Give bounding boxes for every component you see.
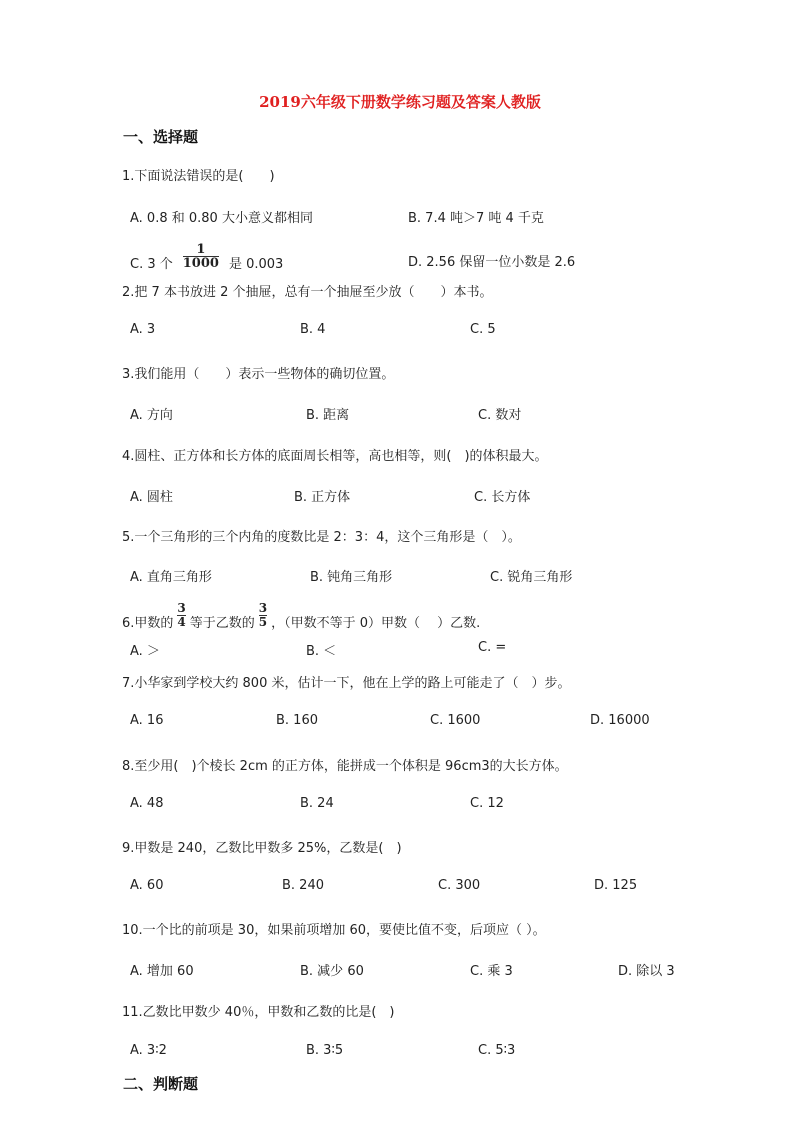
option-5c: C. 锐角三角形	[490, 570, 573, 585]
option-1b: B. 7.4 吨＞7 吨 4 千克	[408, 211, 544, 226]
option-4a: A. 圆柱	[130, 490, 173, 505]
option-4b: B. 正方体	[294, 490, 351, 505]
option-3a: A. 方向	[130, 408, 173, 423]
question-5: 5.一个三角形的三个内角的度数比是 2：3：4，这个三角形是（ ）。	[122, 530, 521, 545]
question-1: 1.下面说法错误的是( )	[122, 169, 275, 184]
option-9b: B. 240	[282, 878, 324, 893]
question-10: 10.一个比的前项是 30，如果前项增加 60，要使比值不变，后项应（ ）。	[122, 923, 546, 938]
document-title: 2019六年级下册数学练习题及答案人教版	[259, 93, 541, 111]
fraction-3-over-5	[259, 602, 267, 629]
option-7d: D. 16000	[590, 713, 650, 728]
question-7: 7.小华家到学校大约 800 米，估计一下，他在上学的路上可能走了（ ）步。	[122, 676, 571, 691]
option-8a: A. 48	[130, 796, 164, 811]
option-1c-label: C. 3 个	[130, 257, 173, 272]
question-6-part-a: 6.甲数的	[122, 616, 174, 631]
option-6c: C. =	[478, 640, 507, 655]
option-8c: C. 12	[470, 796, 504, 811]
question-4: 4.圆柱、正方体和长方体的底面周长相等，高也相等，则( )的体积最大。	[122, 449, 548, 464]
question-5-options	[130, 566, 690, 584]
section-heading-judgment: 二、判断题	[123, 1075, 199, 1093]
option-6b: B. ＜	[306, 644, 337, 659]
fraction-numerator: 3	[177, 601, 186, 615]
question-1-options-row1	[130, 207, 690, 225]
option-10c: C. 乘 3	[470, 964, 513, 979]
option-1a: A. 0.8 和 0.80 大小意义都相同	[130, 211, 313, 226]
option-1d: D. 2.56 保留一位小数是 2.6	[408, 255, 576, 270]
option-10a: A. 增加 60	[130, 964, 194, 979]
question-11: 11.乙数比甲数少 40％，甲数和乙数的比是( )	[122, 1005, 395, 1020]
option-7a: A. 16	[130, 713, 164, 728]
fraction-3-over-4	[177, 602, 185, 629]
fraction-numerator: 3	[258, 601, 268, 615]
question-1-options-row2	[130, 242, 690, 272]
fraction-denominator: 5	[258, 615, 268, 629]
option-3c: C. 数对	[478, 408, 522, 423]
option-10b: B. 减少 60	[300, 964, 364, 979]
question-9: 9.甲数是 240，乙数比甲数多 25%，乙数是( )	[122, 841, 402, 856]
option-7c: C. 1600	[430, 713, 481, 728]
option-9a: A. 60	[130, 878, 164, 893]
question-6	[122, 601, 481, 637]
option-4c: C. 长方体	[474, 490, 531, 505]
option-2c: C. 5	[470, 322, 496, 337]
option-1c	[130, 242, 284, 278]
option-7b: B. 160	[276, 713, 318, 728]
question-6-part-b: 等于乙数的	[189, 616, 255, 631]
option-10d: D. 除以 3	[618, 964, 675, 979]
option-9d: D. 125	[594, 878, 638, 893]
option-5b: B. 钝角三角形	[310, 570, 393, 585]
question-8: 8.至少用( )个棱长 2cm 的正方体，能拼成一个体积是 96cm3的大长方体。	[122, 759, 568, 774]
question-6-options	[130, 640, 690, 658]
question-2: 2.把 7 本书放进 2 个抽屉，总有一个抽屉至少放（ ）本书。	[122, 285, 493, 300]
option-9c: C. 300	[438, 878, 481, 893]
question-11-options	[130, 1043, 690, 1061]
question-4-options	[130, 486, 690, 504]
question-10-options	[130, 960, 690, 978]
fraction-numerator: 1	[196, 242, 206, 257]
question-3: 3.我们能用（ ）表示一些物体的确切位置。	[122, 367, 395, 382]
option-1c-suffix: 是 0.003	[228, 257, 284, 272]
option-6a: A. ＞	[130, 644, 160, 659]
question-3-options	[130, 404, 690, 422]
question-8-options	[130, 796, 690, 814]
fraction-denominator: 1000	[182, 256, 219, 271]
option-5a: A. 直角三角形	[130, 570, 212, 585]
question-2-options	[130, 322, 690, 340]
question-9-options	[130, 878, 690, 896]
option-11b: B. 3∶5	[306, 1043, 344, 1058]
option-8b: B. 24	[300, 796, 334, 811]
option-2b: B. 4	[300, 322, 326, 337]
fraction-1-over-1000	[183, 243, 219, 270]
option-11a: A. 3∶2	[130, 1043, 167, 1058]
option-2a: A. 3	[130, 322, 156, 337]
question-6-part-c: ，（甲数不等于 0）甲数（ ）乙数.	[271, 616, 481, 631]
section-heading-choice: 一、选择题	[123, 128, 199, 146]
question-7-options	[130, 713, 690, 731]
option-3b: B. 距离	[306, 408, 350, 423]
option-11c: C. 5∶3	[478, 1043, 516, 1058]
fraction-denominator: 4	[177, 615, 186, 629]
